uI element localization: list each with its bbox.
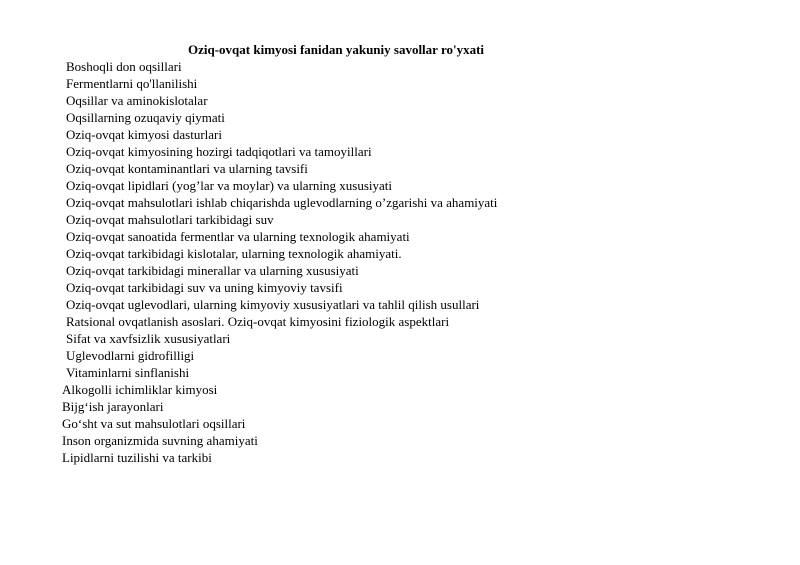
list-item: Oziq-ovqat tarkibidagi suv va uning kimyoviy tavsifi [66,280,343,295]
list-item: Go‘sht va sut mahsulotlari oqsillari [62,416,246,431]
list-item: Inson organizmida suvning ahamiyati [62,433,258,448]
list-item: Sifat va xavfsizlik xususiyatlari [66,331,231,346]
list-item: Oziq-ovqat tarkibidagi minerallar va ularning xususiyati [66,263,359,278]
list-item: Oziq-ovqat kontaminantlari va ularning tavsifi [66,161,308,176]
list-item: Oziq-ovqat kimyosi dasturlari [66,127,222,142]
list-item: Oziq-ovqat kimyosining hozirgi tadqiqotlari va tamoyillari [66,144,372,159]
list-item: Oziq-ovqat uglevodlari, ularning kimyoviy xususiyatlari va tahlil qilish usullari [66,297,480,312]
list-item: Oziq-ovqat tarkibidagi kislotalar, ularning texnologik ahamiyati. [66,246,402,261]
list-item: Uglevodlarni gidrofilligi [66,348,195,363]
document-title: Oziq-ovqat kimyosi fanidan yakuniy savollar ro'yxati [188,42,485,57]
list-item: Oziq-ovqat lipidlari (yog’lar va moylar) va ularning xususiyati [66,178,392,193]
list-item: Oziq-ovqat mahsulotlari tarkibidagi suv [66,212,274,227]
list-item: Alkogolli ichimliklar kimyosi [62,382,218,397]
list-item: Fermentlarni qo'llanilishi [66,76,198,91]
list-item: Vitaminlarni sinflanishi [66,365,190,380]
list-item: Oziq-ovqat mahsulotlari ishlab chiqarishda uglevodlarning o’zgarishi va ahamiyati [66,195,498,210]
list-item: Oziq-ovqat sanoatida fermentlar va ularning texnologik ahamiyati [66,229,410,244]
list-item: Lipidlarni tuzilishi va tarkibi [62,450,212,465]
list-item: Oqsillar va aminokislotalar [66,93,208,108]
list-item: Bijg‘ish jarayonlari [62,399,164,414]
list-item: Boshoqli don oqsillari [66,59,182,74]
list-item: Oqsillarning ozuqaviy qiymati [66,110,225,125]
list-item: Ratsional ovqatlanish asoslari. Oziq-ovqat kimyosini fiziologik aspektlari [66,314,450,329]
question-list [0,58,497,466]
